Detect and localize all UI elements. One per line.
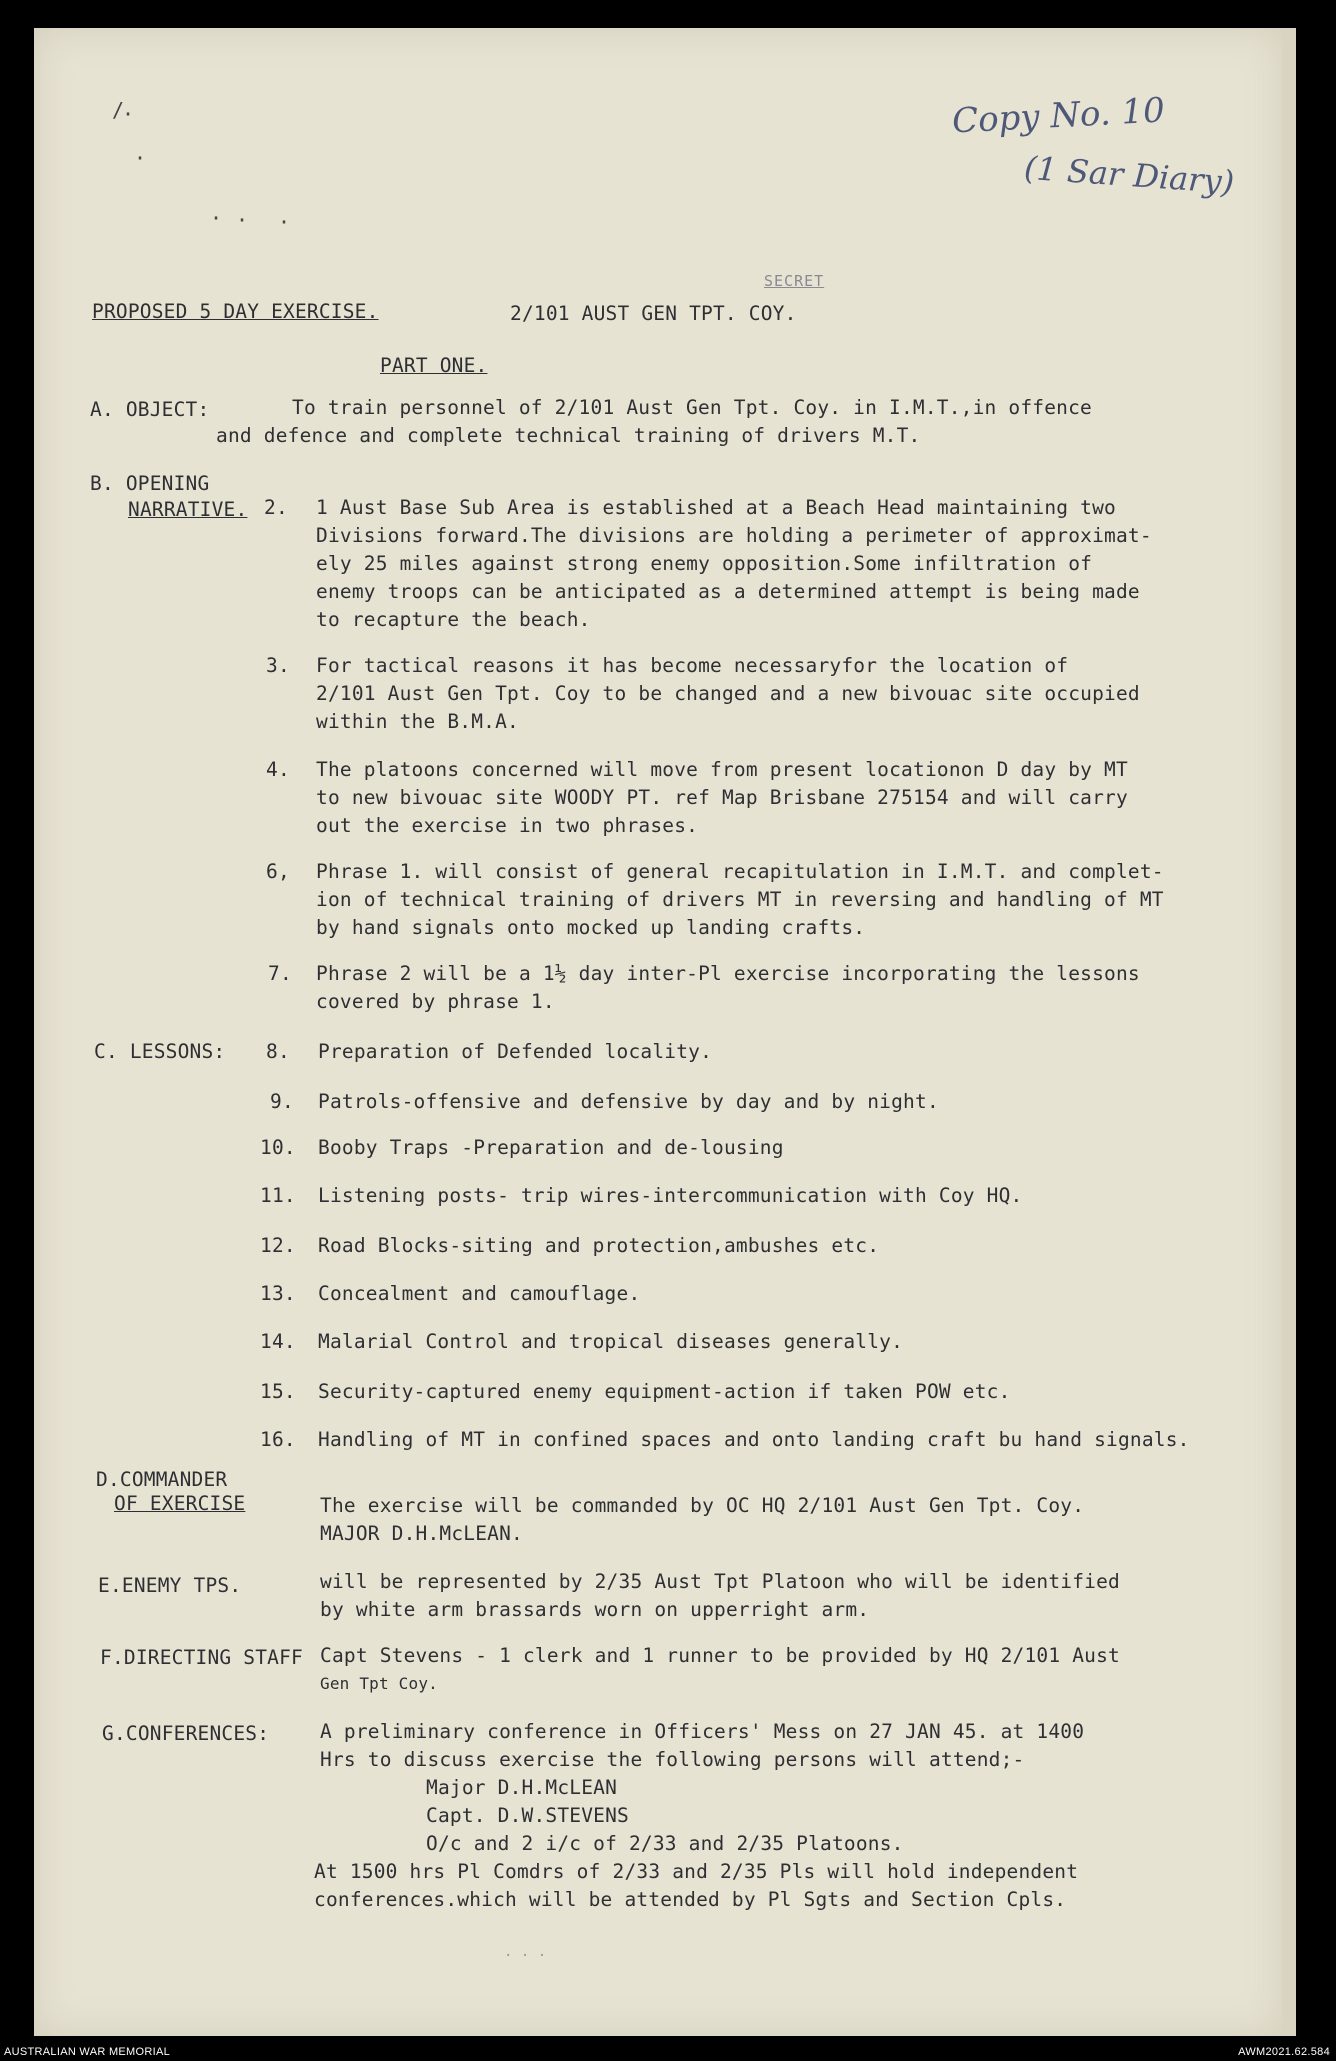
footer-credit: AUSTRALIAN WAR MEMORIAL — [4, 2046, 171, 2058]
section-f-label: F.DIRECTING STAFF — [100, 1646, 303, 1669]
paragraph-line: Divisions forward.The divisions are holding a perimeter of approximat- — [316, 524, 1152, 547]
paragraph-line: ion of technical training of drivers MT in reversing and handling of MT — [316, 888, 1164, 911]
item-number: 3. — [266, 654, 290, 677]
item-number: 11. — [260, 1184, 296, 1207]
section-a-line-2: and defence and complete technical training of drivers M.T. — [216, 424, 921, 447]
paragraph-line: to recapture the beach. — [316, 608, 591, 631]
paragraph-line: by white arm brassards worn on upperright arm. — [320, 1598, 870, 1621]
attendee: Capt. D.W.STEVENS — [426, 1804, 629, 1827]
paragraph-line: will be represented by 2/35 Aust Tpt Platoon who will be identified — [320, 1570, 1120, 1593]
paragraph-line: At 1500 hrs Pl Comdrs of 2/33 and 2/35 Pls will hold independent — [314, 1860, 1079, 1883]
lesson-text: Road Blocks-siting and protection,ambushes etc. — [318, 1234, 880, 1257]
item-number: 8. — [266, 1040, 290, 1063]
paragraph-line: Hrs to discuss exercise the following persons will attend;- — [320, 1748, 1025, 1771]
section-a-label: A. OBJECT: — [90, 398, 210, 421]
paragraph-line: enemy troops can be anticipated as a determined attempt is being made — [316, 580, 1140, 603]
lesson-text: Listening posts- trip wires-intercommunication with Coy HQ. — [318, 1184, 1023, 1207]
section-d-label-2: OF EXERCISE — [114, 1492, 246, 1515]
paragraph-line: conferences.which will be attended by Pl Sgts and Section Cpls. — [314, 1888, 1067, 1911]
section-b-label: B. OPENING — [90, 472, 210, 495]
paragraph-line: Gen Tpt Coy. — [320, 1674, 438, 1693]
item-number: 16. — [260, 1428, 296, 1451]
paragraph-line: 2/101 Aust Gen Tpt. Coy to be changed and a new bivouac site occupied — [316, 682, 1140, 705]
lesson-text: Security-captured enemy equipment-action if taken POW etc. — [318, 1380, 1011, 1403]
lesson-text: Booby Traps -Preparation and de-lousing — [318, 1136, 784, 1159]
section-d-label: D.COMMANDER — [96, 1468, 228, 1491]
lesson-text: Preparation of Defended locality. — [318, 1040, 713, 1063]
paragraph-line: Phrase 2 will be a 1½ day inter-Pl exercise incorporating the lessons — [316, 962, 1140, 985]
paragraph-line: MAJOR D.H.McLEAN. — [320, 1522, 523, 1545]
item-number: 10. — [260, 1136, 296, 1159]
paragraph-line: ely 25 miles against strong enemy opposition.Some infiltration of — [316, 552, 1093, 575]
section-a-line-1: To train personnel of 2/101 Aust Gen Tpt. Coy. in I.M.T.,in offence — [292, 396, 1092, 419]
paragraph-line: The exercise will be commanded by OC HQ 2/101 Aust Gen Tpt. Coy. — [320, 1494, 1085, 1517]
document-page: Copy No. 10 (1 Sar Diary) / · · · · · PROPOSED 5 DAY EXERCISE. 2/101 AUST GEN TPT. COY. SECRET PART ONE. A. OBJECT: To train personnel of 2/101 Aust Gen Tpt. Coy. in I.M.T.,in offence and defence and complete technical training of drivers M.T. B. OPENING NARRATIVE. 2. 1 Aust Base Sub Area is established at a Beach Head maintaining two Divisions forward.The divisions are holding a perimeter of approximat- ely 25 miles against strong enemy opposition.Some infiltration of enemy troops can be anticipated as a determined attempt is being made to recapture the beach. 3. For tactical reasons it has become necessaryfor the location of 2/101 Aust Gen Tpt. Coy to be changed and a new bivouac site occupied within the B.M.A. 4. The platoons concerned will move from present locationon D day by MT to new bivouac site WOODY PT. ref Map Brisbane 275154 and will carry out the exercise in two phrases. 6, Phrase 1. will consist of general recapitulation in I.M.T. and complet- ion of technical training of drivers MT in reversing and handling of MT by hand signals onto mocked up landing crafts. 7. Phrase 2 will be a 1½ day inter-Pl exercise incorporating the lessons covered by phrase 1. C. LESSONS: 8. Preparation of Defended locality. 9. Patrols-offensive and defensive by day and by night. 10. Booby Traps -Preparation and de-lousing 11. Listening posts- trip wires-intercommunication with Coy HQ. 12. Road Blocks-siting and protection,ambushes etc. 13. Concealment and camouflage. 14. Malarial Control and tropical diseases generally. 15. Security-captured enemy equipment-action if taken POW etc. 16. Handling of MT in confined spaces and onto landing craft bu hand signals. D.COMMANDER OF EXERCISE The exercise will be commanded by OC HQ 2/101 Aust Gen Tpt. Coy. MAJOR D.H.McLEAN. E.ENEMY TPS. will be represented by 2/35 Aust Tpt Platoon who will be identified by white arm brassards worn on upperright arm. F.DIRECTING STAFF Capt Stevens - 1 clerk and 1 runner to be provided by HQ 2/101 Aust Gen Tpt Coy. G.CONFERENCES: A preliminary conference in Officers' Mess on 27 JAN 45. at 1400 Hrs to discuss exercise the following persons will attend;- Major D.H.McLEAN Capt. D.W.STEVENS O/c and 2 i/c of 2/33 and 2/35 Platoons. At 1500 hrs Pl Comdrs of 2/33 and 2/35 Pls will hold independent conferences.which will be attended by Pl Sgts and Section Cpls. · · · — [34, 28, 1282, 2036]
item-number: 9. — [270, 1090, 294, 1113]
secret-stamp: SECRET — [764, 272, 825, 290]
handwritten-note: (1 Sar Diary) — [1022, 148, 1236, 202]
item-number: 7. — [268, 962, 292, 985]
unit-name: 2/101 AUST GEN TPT. COY. — [510, 302, 797, 325]
section-b-label-2: NARRATIVE. — [128, 498, 248, 521]
item-number: 15. — [260, 1380, 296, 1403]
paragraph-line: covered by phrase 1. — [316, 990, 555, 1013]
section-g-label: G.CONFERENCES: — [102, 1722, 270, 1745]
lesson-text: Concealment and camouflage. — [318, 1282, 641, 1305]
section-e-label: E.ENEMY TPS. — [98, 1574, 242, 1597]
item-number: 14. — [260, 1330, 296, 1353]
paragraph-line: The platoons concerned will move from present locationon D day by MT — [316, 758, 1128, 781]
page-edge — [1282, 28, 1296, 2036]
paragraph-line: 1 Aust Base Sub Area is established at a Beach Head maintaining two — [316, 496, 1116, 519]
item-number: 12. — [260, 1234, 296, 1257]
document-title: PROPOSED 5 DAY EXERCISE. — [92, 300, 379, 323]
paragraph-line: Phrase 1. will consist of general recapitulation in I.M.T. and complet- — [316, 860, 1164, 883]
paragraph-line: A preliminary conference in Officers' Mess on 27 JAN 45. at 1400 — [320, 1720, 1085, 1743]
attendee: O/c and 2 i/c of 2/33 and 2/35 Platoons. — [426, 1832, 904, 1855]
paragraph-line: out the exercise in two phrases. — [316, 814, 699, 837]
paragraph-line: For tactical reasons it has become necessaryfor the location of — [316, 654, 1069, 677]
section-c-label: C. LESSONS: — [94, 1040, 226, 1063]
attendee: Major D.H.McLEAN — [426, 1776, 618, 1799]
item-number: 6, — [266, 860, 290, 883]
lesson-text: Handling of MT in confined spaces and onto landing craft bu hand signals. — [318, 1428, 1190, 1451]
paragraph-line: to new bivouac site WOODY PT. ref Map Brisbane 275154 and will carry — [316, 786, 1128, 809]
item-number: 4. — [266, 758, 290, 781]
paragraph-line: within the B.M.A. — [316, 710, 519, 733]
paragraph-line: Capt Stevens - 1 clerk and 1 runner to be provided by HQ 2/101 Aust — [320, 1644, 1120, 1667]
lesson-text: Patrols-offensive and defensive by day and by night. — [318, 1090, 939, 1113]
handwritten-copy-number: Copy No. 10 — [951, 90, 1166, 142]
lesson-text: Malarial Control and tropical diseases generally. — [318, 1330, 904, 1353]
paragraph-line: by hand signals onto mocked up landing crafts. — [316, 916, 866, 939]
footer-reference: AWM2021.62.584 — [1238, 2046, 1330, 2058]
part-heading: PART ONE. — [380, 354, 488, 377]
item-number: 13. — [260, 1282, 296, 1305]
item-number: 2. — [264, 496, 288, 519]
